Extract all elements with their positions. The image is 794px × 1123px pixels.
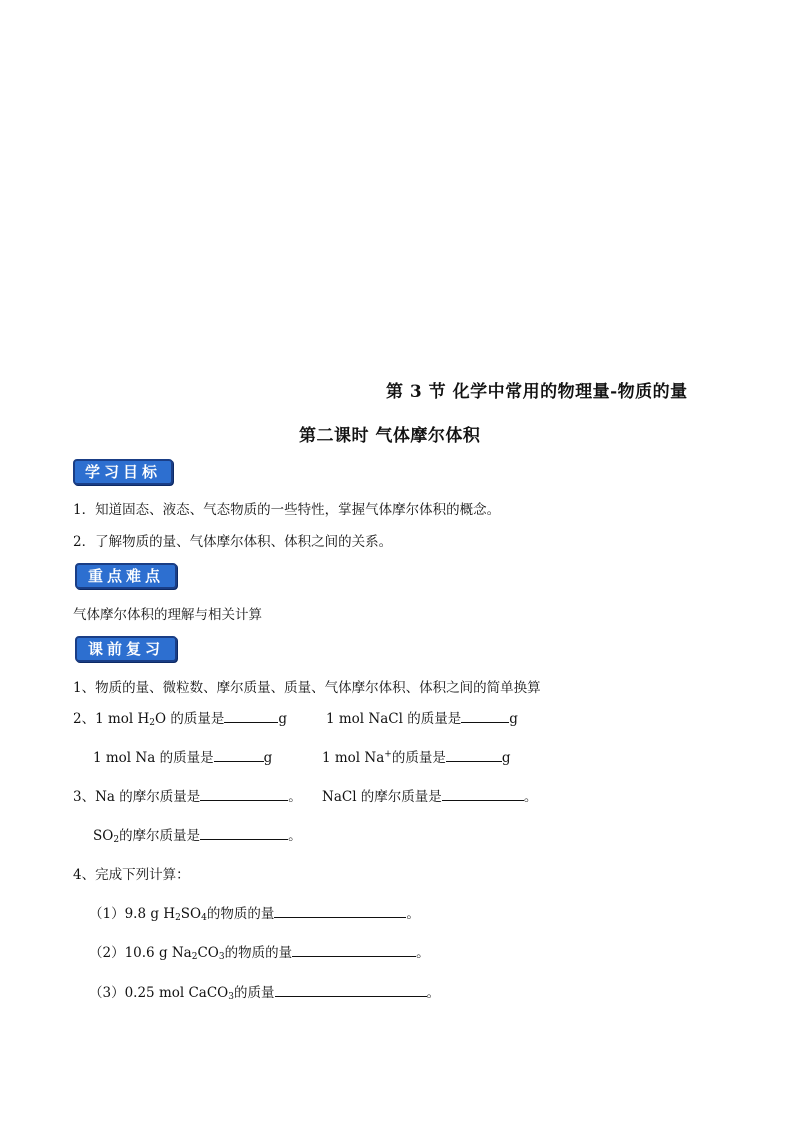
badge-learning-objectives: 学习目标: [73, 459, 173, 485]
answer-blank[interactable]: [214, 749, 264, 762]
answer-blank[interactable]: [200, 788, 288, 801]
answer-blank[interactable]: [200, 827, 288, 840]
answer-blank[interactable]: [274, 905, 406, 918]
badge-review: 课前复习: [75, 636, 177, 662]
review-q1: 1、物质的量、微粒数、摩尔质量、质量、气体摩尔体积、体积之间的简单换算: [73, 680, 541, 696]
answer-blank[interactable]: [446, 749, 502, 762]
review-q2-row1-left: 2、1 mol $H_2O$ 的质量是 g: [73, 711, 288, 728]
answer-blank[interactable]: [224, 710, 278, 723]
review-q2-row1-right: 1 mol NaCl 的质量是 g: [326, 711, 518, 727]
section-title: 第 3 节 化学中常用的物理量-物质的量: [386, 382, 688, 402]
review-q4-title: 4、完成下列计算：: [73, 867, 190, 883]
review-q3-row1-right: NaCl 的摩尔质量是 。: [322, 789, 538, 805]
answer-blank[interactable]: [292, 944, 416, 957]
answer-blank[interactable]: [275, 984, 427, 997]
review-q4-item3: （3）0.25 mol CaCO$_3$的质量 。: [89, 985, 440, 1002]
review-q2-row2-left: 1 mol Na 的质量是 g: [93, 750, 273, 766]
objective-1: 1．知道固态、液态、气态物质的一些特性，掌握气体摩尔体积的概念。: [73, 502, 501, 518]
review-q4-item2: （2）10.6 g $Na_2CO_3$的物质的量 。: [89, 945, 430, 962]
answer-blank[interactable]: [442, 788, 524, 801]
lesson-title: 第二课时 气体摩尔体积: [299, 426, 481, 446]
review-q2-row2-right: 1 mol Na+的质量是 g: [322, 749, 511, 766]
objective-2: 2．了解物质的量、气体摩尔体积、体积之间的关系。: [73, 534, 393, 550]
review-q4-item1: （1）9.8 g $H_2SO_4$的物质的量 。: [89, 906, 420, 923]
key-point-text: 气体摩尔体积的理解与相关计算: [73, 607, 262, 623]
review-q3-row1-left: 3、Na 的摩尔质量是 。: [73, 789, 302, 805]
badge-key-points: 重点难点: [75, 563, 177, 589]
answer-blank[interactable]: [461, 710, 509, 723]
review-q3-row2: $SO_2$的摩尔质量是 。: [93, 828, 302, 845]
